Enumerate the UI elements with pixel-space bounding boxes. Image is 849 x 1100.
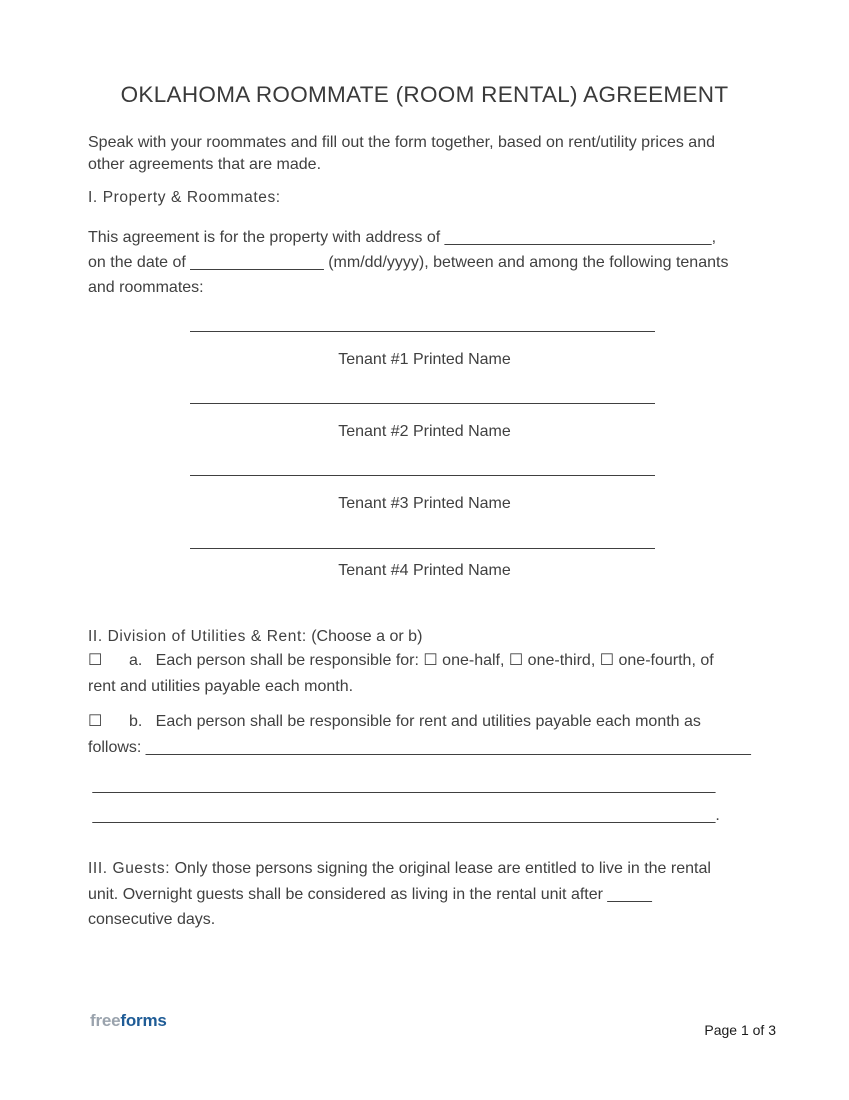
tenant-3-signature-line (190, 475, 655, 476)
option-b-line-2: follows: ____________________________________________________________________ (88, 739, 751, 756)
logo-text-free: free (90, 1011, 121, 1030)
section-3-heading: III. Guests: (88, 860, 171, 877)
freeforms-logo (90, 1011, 167, 1031)
option-a-line-2: rent and utilities payable each month. (88, 678, 354, 695)
option-b-line-3: ______________________________________________________________________ (88, 777, 716, 794)
tenant-4-label: Tenant #4 Printed Name (338, 562, 511, 579)
intro-line-2: other agreements that are made. (88, 156, 322, 173)
section-3-text: Only those persons signing the original lease are entitled to live in the rental (170, 860, 711, 877)
tenant-1-label: Tenant #1 Printed Name (338, 351, 511, 368)
option-a-line-1: a. Each person shall be responsible for: ☐ one-half, ☐ one-third, ☐ one-fourth, of (129, 652, 714, 669)
section-2-instruction: (Choose a or b) (306, 628, 423, 645)
logo-text-forms: forms (120, 1011, 167, 1030)
section-2-heading-line (88, 626, 422, 648)
tenant-2-signature-line (190, 403, 655, 404)
document-title: OKLAHOMA ROOMMATE (ROOM RENTAL) AGREEMENT (120, 82, 729, 107)
tenant-4-signature-line (190, 548, 655, 549)
section-3-line-3: consecutive days. (88, 911, 216, 928)
intro-line-1: Speak with your roommates and fill out the form together, based on rent/utility prices and (88, 134, 715, 151)
date-line: on the date of _______________ (mm/dd/yyyy), between and among the following tenants (88, 254, 729, 271)
section-3-line-2: unit. Overnight guests shall be considered as living in the rental unit after _____ (88, 886, 652, 903)
option-a-checkbox[interactable]: ☐ (88, 652, 103, 669)
roommates-line: and roommates: (88, 279, 204, 296)
tenant-1-signature-line (190, 331, 655, 332)
tenant-3-label: Tenant #3 Printed Name (338, 495, 511, 512)
section-3-line-1 (88, 858, 711, 880)
tenant-2-label: Tenant #2 Printed Name (338, 423, 511, 440)
page-number: Page 1 of 3 (704, 1022, 776, 1038)
option-b-checkbox[interactable]: ☐ (88, 713, 103, 730)
option-b-line-4: ______________________________________________________________________. (88, 807, 720, 824)
section-2-heading: II. Division of Utilities & Rent: (88, 628, 307, 645)
section-1-heading: I. Property & Roommates: (88, 189, 281, 206)
property-address-line: This agreement is for the property with address of ______________________________, (88, 229, 717, 246)
option-b-line-1: b. Each person shall be responsible for rent and utilities payable each month as (129, 713, 701, 730)
